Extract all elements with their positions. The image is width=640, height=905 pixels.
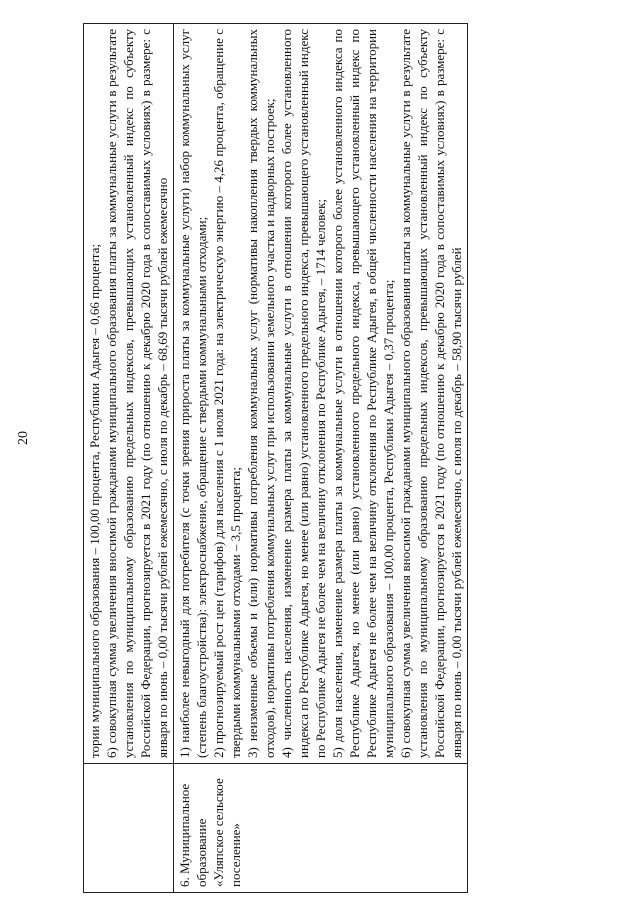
paragraph: 6) совокупная сумма увеличения вносимой гражданами муниципального образования платы за коммунальные услуги в результате установления по муниципальному образованию предельных индексов, превышающих установленный индекс по субъекту Российской Федерации, прогнозируется в 2021 году (по отношению к декабрю 2020 года в сопоставимых условиях) в размере: с января по июнь – 0,00 тысячи рублей ежемесячно, с июля по декабрь – 58,90 тысячи рублей xyxy=(398,29,464,758)
paragraph: 6) совокупная сумма увеличения вносимой гражданами муниципального образования платы за коммунальные услуги в результате установления по муниципальному образованию предельных индексов, превышающих установленный индекс по субъекту Российской Федерации, прогнозируется в 2021 году (по отношению к декабрю 2020 года в сопоставимых условиях) в размере: с января по июнь – 0,00 тысячи рублей ежемесячно, с июля по декабрь – 68,69 тысячи рублей ежемесячно xyxy=(104,29,170,758)
row-label-cell: 6. Муниципальное образование «Уляпское сельское поселение» xyxy=(174,764,468,893)
paragraph: 1) наиболее невыгодный для потребителя (с точки зрения прироста платы за коммунальные услуги) набор коммунальных услуг (степень благоустройства): электроснабжение, обращение с твердыми коммунальными отходами; xyxy=(177,29,209,758)
row-label-cell xyxy=(84,764,174,893)
row-content-cell xyxy=(174,24,468,764)
paragraph: 5) доля населения, изменение размера платы за коммунальные услуги в отношении которого более установленного индекса по Республике Адыгея, но менее (или равно) установленного предельного индекса, превышающего установленный индекс по Республике Адыгея не более чем на величину отклонения по Республике Адыгея, в общей численности населения на территории муниципального образования – 100,00 процента, Республики Адыгея – 0,37 процента; xyxy=(330,29,396,758)
table-row xyxy=(174,24,468,893)
paragraph: 3) неизменные объемы и (или) нормативы потребления коммунальных услуг (нормативы накопления твердых коммунальных отходов), нормативы потребления коммунальных услуг при использовании земельного участка и надворных построек; xyxy=(245,29,277,758)
indices-table xyxy=(83,23,468,893)
paragraph: 4) численность населения, изменение размера платы за коммунальные услуги в отношении которого более установленного индекса по Республике Адыгея, но менее (или равно) установленного предельного индекса, превышающего установленный индекс по Республике Адыгея не более чем на величину отклонения по Республике Адыгея, – 1714 человек; xyxy=(279,29,328,758)
page-number: 20 xyxy=(16,431,31,445)
row-content-cell xyxy=(84,24,174,764)
table-row xyxy=(84,24,174,893)
paragraph: тории муниципального образования – 100,00 процента, Республики Адыгея – 0,66 процента; xyxy=(87,243,102,758)
paragraph: 2) прогнозируемый рост цен (тарифов) для населения с 1 июля 2021 года: на электрическую энергию – 4,26 процента, обращение с твердыми коммунальными отходами – 3,5 процента; xyxy=(211,29,243,758)
rotated-table-container xyxy=(83,23,631,893)
